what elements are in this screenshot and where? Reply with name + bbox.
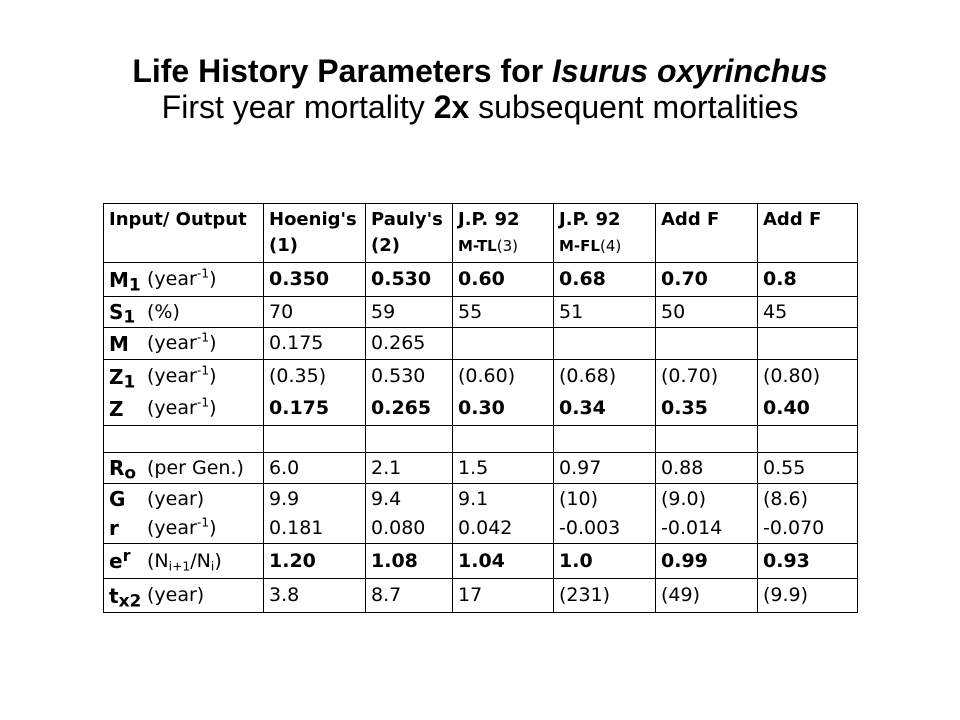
unit-text: (year	[147, 397, 197, 419]
column-header-method: (2)	[371, 235, 400, 256]
cell-value: (0.35)	[269, 365, 327, 387]
parameter-unit	[147, 300, 180, 323]
unit-text: -1	[196, 330, 210, 345]
value-cell	[366, 579, 453, 613]
parameter-unit	[147, 586, 204, 605]
row-label	[109, 361, 263, 393]
value-cell	[366, 544, 453, 579]
cell-value: 0.68	[559, 268, 606, 290]
cell-value: 1.0	[559, 549, 593, 572]
unit-text: (year)	[147, 487, 205, 510]
value-cell	[554, 360, 656, 426]
value-cell	[758, 360, 858, 426]
cell-value: 0.080	[371, 516, 426, 539]
cell-value: 2.1	[371, 456, 402, 479]
cell-value: 0.265	[371, 332, 426, 354]
cell-value: 51	[559, 300, 584, 323]
value-cell	[453, 360, 554, 426]
cell-value: 0.88	[661, 456, 704, 479]
symbol-subscript: x2	[118, 591, 142, 612]
cell-value: (0.60)	[458, 365, 516, 387]
value-cell	[366, 297, 453, 328]
table-row	[104, 544, 858, 579]
value-cell	[554, 544, 656, 579]
title-line	[0, 53, 960, 89]
cell-value: (9.9)	[763, 584, 809, 606]
subtitle-end: subsequent mortalities	[469, 89, 799, 125]
unit-text: )	[214, 549, 222, 572]
symbol-main: e	[109, 549, 123, 573]
value-cell	[453, 453, 554, 484]
column-header-reference: (3)	[496, 236, 518, 255]
symbol-main: M	[109, 267, 129, 292]
parameter-symbol	[109, 267, 147, 296]
cell-value: 9.4	[371, 487, 402, 510]
table-row	[104, 297, 858, 328]
value-cell	[656, 360, 758, 426]
unit-text: -1	[196, 363, 210, 378]
column-header-detail	[559, 233, 655, 259]
cell-value: 0.99	[661, 549, 708, 572]
value-cell	[656, 544, 758, 579]
cell-value: 6.0	[269, 456, 300, 479]
cell-value: (231)	[559, 584, 611, 606]
column-header-name: J.P. 92	[458, 209, 520, 230]
value-cell	[366, 328, 453, 360]
value-cell	[758, 453, 858, 484]
symbol-main: S	[109, 300, 124, 324]
cell-value: 9.1	[458, 487, 489, 510]
unit-text: (N	[147, 549, 169, 572]
value-cell	[758, 544, 858, 579]
cell-value: 55	[458, 300, 483, 323]
symbol-subscript: 1	[123, 307, 136, 328]
corner-header-cell	[104, 204, 264, 263]
parameter-symbol	[109, 518, 147, 538]
cell-value: 0.530	[371, 365, 426, 387]
parameter-unit	[147, 395, 217, 419]
value-cell	[264, 544, 366, 579]
parameter-symbol	[109, 489, 147, 509]
value-cell	[453, 579, 554, 613]
value-cell	[264, 263, 366, 297]
column-header-name: Hoenig's	[269, 209, 357, 230]
unit-text: /N	[190, 549, 211, 572]
row-label-cell	[104, 297, 264, 328]
cell-value: 50	[661, 300, 686, 323]
cell-value: 0.40	[763, 397, 810, 419]
cell-value	[661, 328, 757, 359]
symbol-main: r	[109, 516, 119, 540]
empty-cell	[453, 426, 554, 453]
cell-value: 0.530	[371, 268, 432, 290]
empty-cell	[366, 426, 453, 453]
cell-value: 0.175	[269, 397, 330, 419]
parameter-unit	[147, 515, 217, 539]
cell-value: 3.8	[269, 584, 300, 606]
subtitle-line	[0, 89, 960, 125]
unit-text: i+1	[168, 559, 191, 574]
column-header-detail	[371, 233, 452, 259]
value-cell	[554, 484, 656, 544]
value-cell	[554, 263, 656, 297]
parameter-unit	[147, 363, 217, 387]
unit-text: )	[209, 365, 217, 387]
table-row	[104, 328, 858, 360]
table-row	[104, 360, 858, 426]
unit-text: )	[209, 268, 217, 290]
value-cell	[758, 328, 858, 360]
value-cell	[758, 263, 858, 297]
cell-value: 0.34	[559, 397, 606, 419]
empty-cell	[656, 426, 758, 453]
parameter-symbol	[109, 545, 147, 573]
value-cell	[264, 360, 366, 426]
corner-header-label: Input/ Output	[109, 209, 247, 230]
unit-text: (year	[147, 365, 197, 387]
cell-value: 1.04	[458, 549, 505, 572]
cell-value: 1.5	[458, 456, 489, 479]
unit-text: i	[210, 559, 215, 574]
column-header-method: M-TL	[458, 236, 497, 255]
subtitle-start: First year mortality	[161, 89, 434, 125]
column-header	[554, 204, 656, 263]
empty-cell	[758, 426, 858, 453]
cell-value: 0.55	[763, 456, 806, 479]
value-cell	[264, 453, 366, 484]
cell-value: 0.042	[458, 516, 513, 539]
cell-value	[458, 328, 553, 359]
cell-value: 0.35	[661, 397, 708, 419]
cell-value: 8.7	[371, 584, 402, 606]
column-header	[656, 204, 758, 263]
parameter-unit	[147, 266, 217, 290]
row-label	[109, 297, 263, 327]
column-header	[453, 204, 554, 263]
row-label	[109, 514, 263, 543]
empty-row	[104, 426, 858, 453]
parameter-symbol	[109, 300, 147, 328]
value-cell	[656, 453, 758, 484]
cell-value: 0.97	[559, 456, 602, 479]
symbol-main: Z	[109, 364, 124, 389]
column-header	[264, 204, 366, 263]
cell-value: (49)	[661, 584, 701, 606]
parameter-symbol	[109, 331, 147, 356]
cell-value: 1.20	[269, 549, 316, 572]
column-header-method: (1)	[269, 235, 298, 256]
value-cell	[264, 297, 366, 328]
row-label	[109, 453, 263, 483]
title-prefix: Life History Parameters for	[132, 53, 553, 89]
value-cell	[366, 360, 453, 426]
cell-value: -0.003	[559, 516, 621, 539]
value-cell	[656, 484, 758, 544]
cell-value: -0.070	[763, 516, 825, 539]
value-cell	[264, 328, 366, 360]
column-header-detail	[458, 233, 553, 259]
value-cell	[453, 544, 554, 579]
cell-value	[763, 328, 857, 359]
value-cell	[554, 579, 656, 613]
unit-text: -1	[196, 395, 210, 410]
cell-value: -0.014	[661, 516, 723, 539]
symbol-main: M	[109, 331, 129, 356]
row-label	[109, 579, 263, 612]
cell-value: 0.265	[371, 397, 432, 419]
empty-cell	[554, 426, 656, 453]
empty-cell	[264, 426, 366, 453]
cell-value: 0.60	[458, 268, 505, 290]
value-cell	[366, 484, 453, 544]
row-label-cell	[104, 328, 264, 360]
value-cell	[554, 297, 656, 328]
row-label-cell	[104, 544, 264, 579]
unit-text: )	[209, 516, 217, 539]
value-cell	[758, 579, 858, 613]
cell-value: (0.68)	[559, 365, 617, 387]
cell-value: 0.181	[269, 516, 324, 539]
symbol-subscript: 1	[128, 275, 141, 296]
cell-value: 0.30	[458, 397, 505, 419]
value-cell	[554, 328, 656, 360]
empty-cell	[104, 426, 264, 453]
cell-value: 45	[763, 300, 788, 323]
column-header-name: J.P. 92	[559, 209, 621, 230]
row-label-cell	[104, 579, 264, 613]
parameter-unit	[147, 456, 244, 479]
row-label-cell	[104, 360, 264, 426]
unit-text: )	[209, 332, 217, 354]
cell-value: (8.6)	[763, 487, 809, 510]
parameter-symbol	[109, 583, 147, 612]
unit-text: (per Gen.)	[147, 456, 244, 479]
unit-text: (year	[147, 516, 197, 539]
symbol-main: t	[109, 583, 119, 608]
row-label-cell	[104, 453, 264, 484]
cell-value	[559, 328, 655, 359]
table-row	[104, 484, 858, 544]
unit-text: -1	[196, 266, 210, 281]
value-cell	[758, 297, 858, 328]
parameter-unit	[147, 487, 205, 510]
column-header-name: Add F	[763, 209, 822, 230]
cell-value: 0.93	[763, 549, 810, 572]
species-name: Isurus oxyrinchus	[552, 53, 828, 89]
cell-value: (0.80)	[763, 365, 821, 387]
row-label-cell	[104, 484, 264, 544]
value-cell	[264, 579, 366, 613]
row-label	[109, 544, 263, 578]
slide-title	[0, 53, 960, 125]
unit-text: (year	[147, 332, 197, 354]
row-label	[109, 393, 263, 425]
column-header-method: M-FL	[559, 236, 600, 255]
cell-value: 0.350	[269, 268, 330, 290]
value-cell	[656, 579, 758, 613]
value-cell	[656, 263, 758, 297]
value-cell	[366, 263, 453, 297]
column-header-name: Add F	[661, 209, 720, 230]
symbol-main: Z	[109, 396, 124, 421]
value-cell	[554, 453, 656, 484]
unit-text: -1	[196, 515, 210, 530]
symbol-superscript: r	[122, 545, 131, 565]
value-cell	[453, 328, 554, 360]
table-row	[104, 263, 858, 297]
symbol-main: R	[109, 456, 125, 480]
value-cell	[656, 328, 758, 360]
parameter-symbol	[109, 364, 147, 393]
cell-value: (9.0)	[661, 487, 707, 510]
unit-text: (%)	[147, 300, 180, 323]
value-cell	[453, 297, 554, 328]
symbol-main: G	[109, 487, 126, 511]
cell-value: 17	[458, 584, 483, 606]
unit-text: (year	[147, 268, 197, 290]
row-label-cell	[104, 263, 264, 297]
value-cell	[656, 297, 758, 328]
column-header-name: Pauly's	[371, 209, 443, 230]
cell-value: 1.08	[371, 549, 418, 572]
cell-value: 70	[269, 300, 294, 323]
cell-value: 0.8	[763, 268, 797, 290]
table-row	[104, 453, 858, 484]
cell-value: 0.70	[661, 268, 708, 290]
parameter-unit	[147, 330, 217, 354]
symbol-subscript: o	[124, 463, 137, 484]
value-cell	[453, 263, 554, 297]
column-header-reference: (4)	[599, 236, 622, 255]
cell-value: (10)	[559, 487, 599, 510]
table-row	[104, 579, 858, 613]
header-row	[104, 204, 858, 263]
value-cell	[758, 484, 858, 544]
cell-value: 0.175	[269, 332, 324, 354]
cell-value: 9.9	[269, 487, 300, 510]
cell-value: (0.70)	[661, 365, 719, 387]
row-label	[109, 328, 263, 359]
value-cell	[264, 484, 366, 544]
row-label	[109, 263, 263, 296]
row-label	[109, 485, 263, 514]
unit-text: )	[209, 397, 217, 419]
parameter-symbol	[109, 456, 147, 484]
subtitle-emphasis: 2x	[433, 89, 470, 125]
cell-value: 59	[371, 300, 396, 323]
value-cell	[366, 453, 453, 484]
parameter-unit	[147, 549, 222, 574]
column-header-detail	[269, 233, 365, 259]
column-header	[366, 204, 453, 263]
parameter-symbol	[109, 396, 147, 421]
table-body	[104, 204, 858, 613]
unit-text: (year)	[147, 584, 205, 606]
life-history-table	[103, 203, 858, 613]
column-header	[758, 204, 858, 263]
symbol-subscript: 1	[123, 372, 136, 393]
value-cell	[453, 484, 554, 544]
